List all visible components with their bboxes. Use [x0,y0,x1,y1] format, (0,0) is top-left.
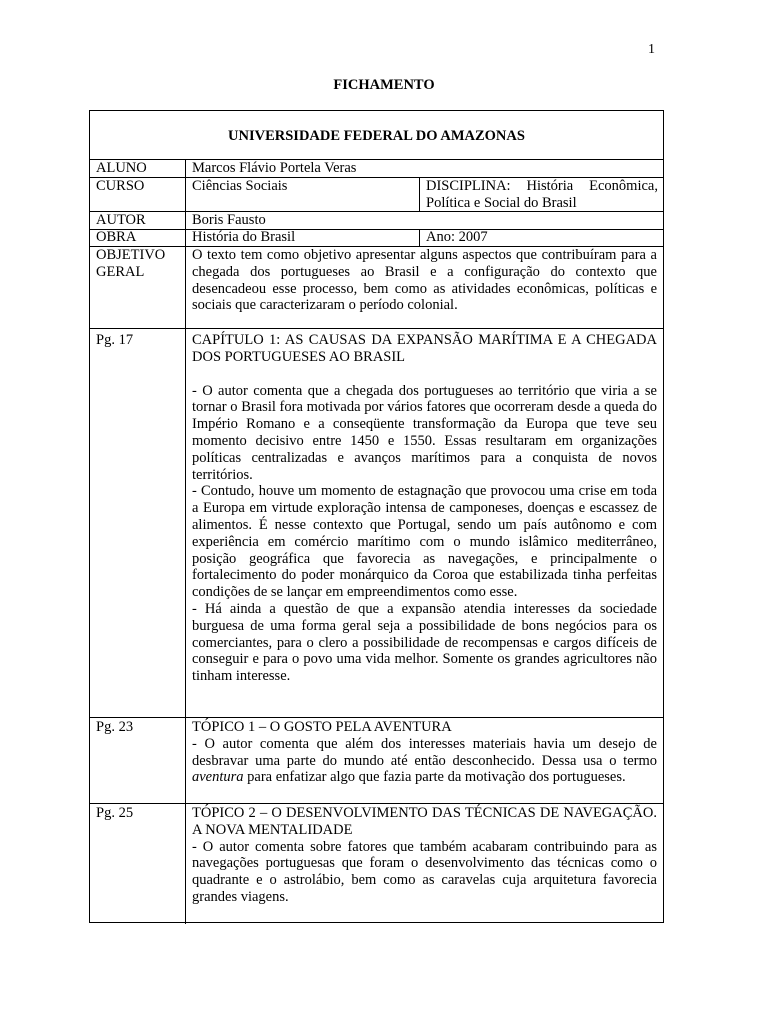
curso-label: CURSO [96,178,145,194]
section-content [192,332,657,685]
row-divider [90,229,663,230]
section-content [192,805,657,906]
disciplina-line-1: DISCIPLINA: História Econômica, [426,178,658,194]
university-name: UNIVERSIDADE FEDERAL DO AMAZONAS [228,128,525,144]
disciplina-line-2: Política e Social do Brasil [426,194,577,211]
row-divider [90,159,663,160]
section-paragraph: - Contudo, houve um momento de estagnação que provocou uma crise em toda a Europa em virtude exploração intensa de camponeses, doenças e escassez de alimentos. É nesse contexto que Portugal, sendo um país autônomo e com experiência em comércio marítimo com o mundo islâmico mediterrâneo, posição geográfica que favorecia as navegações, e principalmente o fortalecimento do poder monárquico da Coroa que estabilizada tinha perfeitas condições de se lançar em empreendimentos como esse. [192,483,657,601]
autor-label: AUTOR [96,212,146,228]
column-divider [419,229,420,246]
row-divider [90,328,663,329]
aluno-label: ALUNO [96,160,147,176]
curso-value: Ciências Sociais [192,178,288,194]
column-divider [185,159,186,924]
section-paragraph [192,736,657,786]
section-page-ref: Pg. 17 [96,332,134,348]
section-heading: TÓPICO 2 – O DESENVOLVIMENTO DAS TÉCNICAS DE NAVEGAÇÃO. A NOVA MENTALIDADE [192,805,657,838]
column-divider [419,177,420,211]
row-divider [90,717,663,718]
italic-term: aventura [192,769,244,786]
obra-value: História do Brasil [192,229,296,245]
text-segment: para enfatizar algo que fazia parte da motivação dos portugueses. [243,769,626,786]
objetivo-text: O texto tem como objetivo apresentar alguns aspectos que contribuíram para a chegada dos portugueses ao Brasil e a configuração do contexto que desencadeou esse processo, bem como as atividades econômicas, políticas e sociais que caracterizaram o período colonial. [192,247,657,314]
fichamento-table [89,110,664,923]
aluno-value: Marcos Flávio Portela Veras [192,160,357,176]
section-content [192,719,657,786]
section-paragraph: - O autor comenta sobre fatores que também acabaram contribuindo para as navegações portuguesas que foram o desenvolvimento das técnicas como o quadrante e o astrolábio, bem como as caravelas cuja arquitetura favorecia grandes viagens. [192,838,657,905]
section-heading: TÓPICO 1 – O GOSTO PELA AVENTURA [192,719,452,735]
objetivo-label [96,247,165,281]
text-segment: - O autor comenta que além dos interesses materiais havia um desejo de desbravar uma parte do mundo até então desconhecido. Dessa usa o termo [192,735,657,769]
obra-label: OBRA [96,229,137,245]
section-page-ref: Pg. 25 [96,805,134,821]
objetivo-label-line-1: OBJETIVO [96,247,166,263]
section-page-ref: Pg. 23 [96,719,134,735]
objetivo-label-line-2: GERAL [96,263,145,280]
row-divider [90,803,663,804]
ano-value: Ano: 2007 [426,229,488,245]
page-number: 1 [648,42,655,57]
autor-value: Boris Fausto [192,212,266,228]
section-paragraph: - O autor comenta que a chegada dos portugueses ao território que viria a se tornar o Brasil fora motivada por vários fatores que ocorreram desde a queda do Império Romano e a conseqüente transformação da Europa que teve seu momento decisivo entre 1450 e 1550. Essas resultaram em organizações políticas centralizadas e avanços marítimos para a conquista de novos territórios. [192,382,657,483]
document-title: FICHAMENTO [333,77,435,93]
section-heading: CAPÍTULO 1: AS CAUSAS DA EXPANSÃO MARÍTIMA E A CHEGADA DOS PORTUGUESES AO BRASIL [192,332,657,365]
disciplina-value [426,178,658,212]
section-paragraph: - Há ainda a questão de que a expansão atendia interesses da sociedade burguesa de uma forma geral seja a possibilidade de bons negócios para os comerciantes, para o clero a possibilidade de recompensas e cargos difíceis de conseguir e para o povo uma vida melhor. Somente os grandes agricultores não tinham interesse. [192,600,657,685]
